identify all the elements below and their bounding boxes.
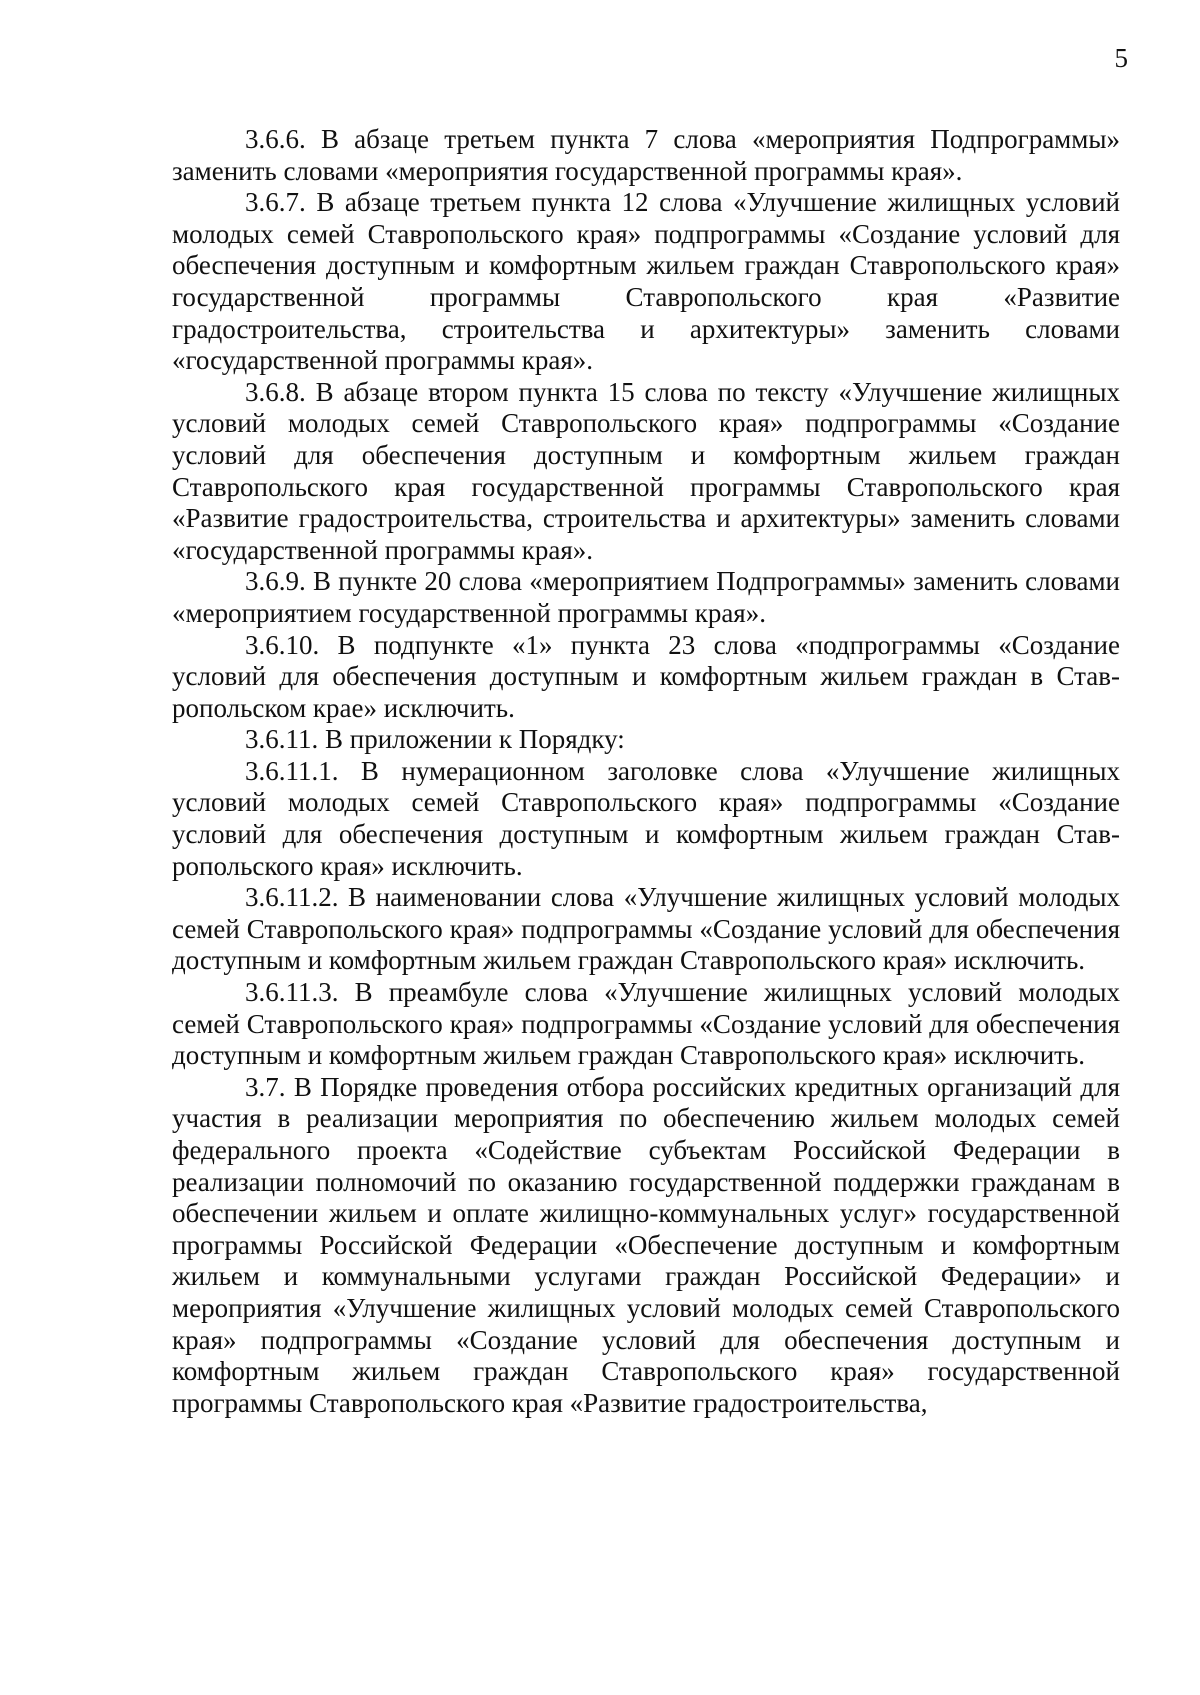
- paragraph-3-6-9: 3.6.9. В пункте 20 слова «мероприятием Подпрограммы» заменить словами «мероприятием государственной программы края».: [172, 566, 1120, 628]
- paragraph-3-6-10: 3.6.10. В подпункте «1» пункта 23 слова «подпрограммы «Создание условий для обеспечения доступным и комфортным жильем граждан в Ставропольском крае» исключить.: [172, 629, 1120, 723]
- paragraph-3-6-11-3: 3.6.11.3. В преамбуле слова «Улучшение жилищных условий молодых семей Ставропольского края» подпрограммы «Создание условий для обеспечения доступным и комфортным жильем граждан Ставропольского края» исключить.: [172, 977, 1120, 1071]
- paragraph-3-6-11-1: 3.6.11.1. В нумерационном заголовке слова «Улучшение жилищных условий молодых семей Ставропольского края» подпрограммы «Создание условий для обеспечения доступным и комфортным жильем граждан Ставропольского края» исключить.: [172, 755, 1120, 881]
- page-number: 5: [1114, 43, 1128, 73]
- paragraph-3-6-11-2: 3.6.11.2. В наименовании слова «Улучшение жилищных условий молодых семей Ставропольского края» подпрограммы «Создание условий для обеспечения доступным и комфортным жильем граждан Ставропольского края» исключить.: [172, 882, 1120, 976]
- document-body: [172, 124, 1120, 1419]
- paragraph-3-7: 3.7. В Порядке проведения отбора российских кредитных организаций для участия в реализации мероприятия по обеспечению жильем молодых семей федерального проекта «Содействие субъектам Российской Федерации в реализации полномочий по оказанию государственной поддержки гражданам в обеспечении жильем и оплате жилищно-коммунальных услуг» государственной программы Российской Федерации «Обеспечение доступным и комфортным жильем и коммунальными услугами граждан Российской Федерации» и мероприятия «Улучшение жилищных условий молодых семей Ставропольского края» подпрограммы «Создание условий для обеспечения доступным и комфортным жильем граждан Ставропольского края» государственной программы Ставропольского края «Развитие градостроительства,: [172, 1071, 1120, 1418]
- paragraph-3-6-6: 3.6.6. В абзаце третьем пункта 7 слова «мероприятия Подпрограммы» заменить словами «мероприятия государственной программы края».: [172, 124, 1120, 186]
- paragraph-3-6-11: 3.6.11. В приложении к Порядку:: [245, 724, 625, 755]
- paragraph-3-6-7: 3.6.7. В абзаце третьем пункта 12 слова «Улучшение жилищных условий молодых семей Ставропольского края» подпрограммы «Создание условий для обеспечения доступным и комфортным жильем граждан Ставропольского края» государственной программы Ставропольского края «Развитие градостроительства, строительства и архитектуры» заменить словами «государственной программы края».: [172, 187, 1120, 376]
- paragraph-3-6-8: 3.6.8. В абзаце втором пункта 15 слова по тексту «Улучшение жилищных условий молодых семей Ставропольского края» подпрограммы «Создание условий для обеспечения доступным и комфортным жильем граждан Ставропольского края государственной программы Ставропольского края «Развитие градостроительства, строительства и архитектуры» заменить словами «государственной программы края».: [172, 376, 1120, 565]
